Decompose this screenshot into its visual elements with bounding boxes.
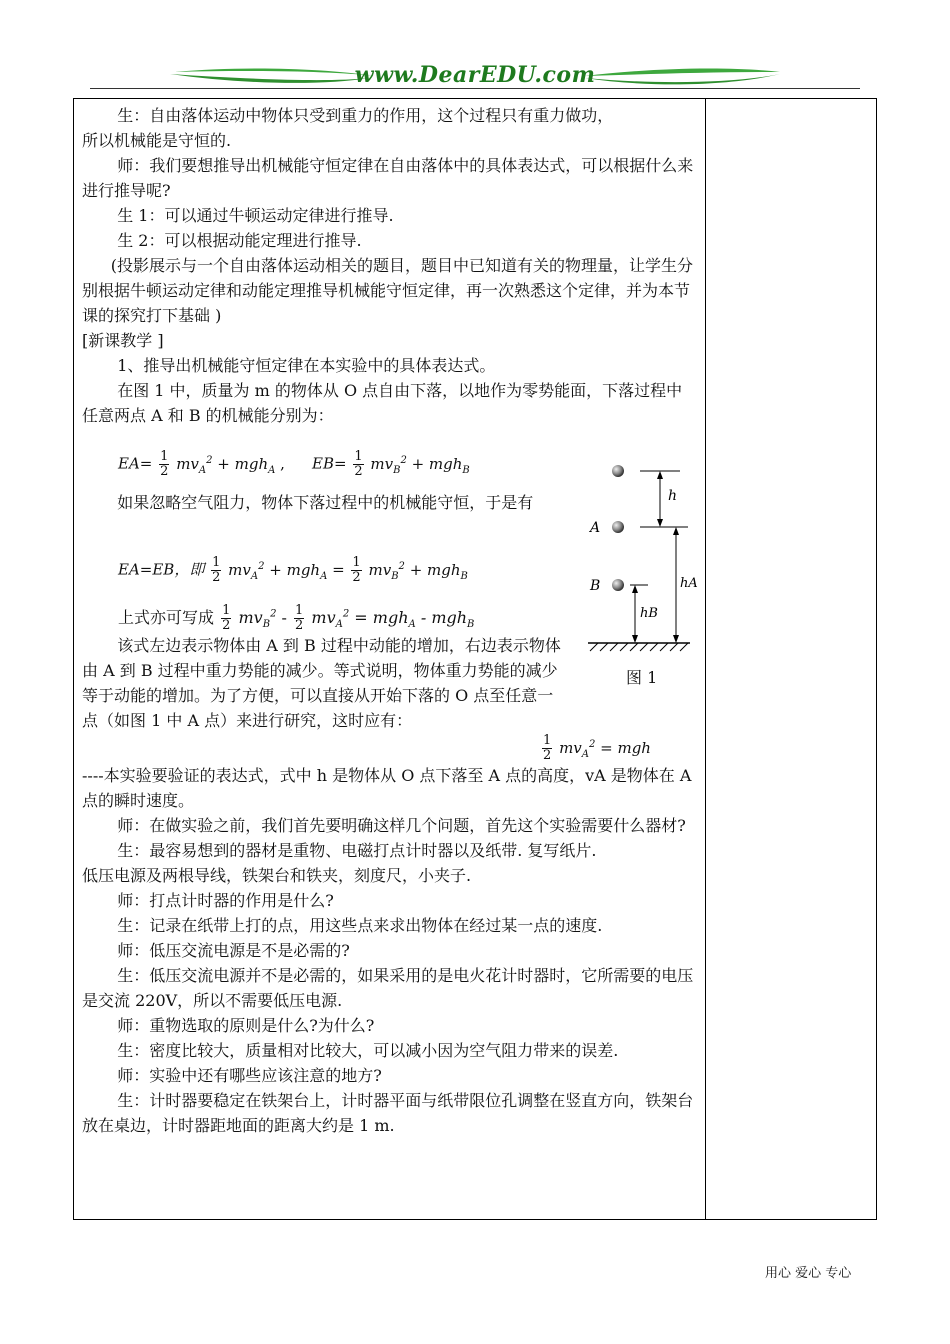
paragraph: 师：打点计时器的作用是什么? [117,891,334,910]
site-logo: www.DearEDU.com [354,62,596,88]
site-header [90,58,860,98]
paragraph: 师：实验中还有哪些应该注意的地方? [117,1066,382,1085]
paragraph: 生 1：可以通过牛顿运动定律进行推导. [117,206,394,225]
label-b: B [590,578,601,594]
formula-rewritten: 上式亦可写成 $\frac{1}{2}$ $mv_B^2$ - $\frac{1}{2}$ $mv_A^2 = mgh_A - mgh_B$ [118,603,475,633]
paragraph: 生：计时器要稳定在铁架台上，计时器平面与纸带限位孔调整在竖直方向，铁架台放在桌边，计时器距地面的距离大约是 1 m. [82,1091,694,1135]
formula-verification: $\frac{1}{2}$ $mv_A^2$ = mgh [543,733,651,763]
paragraph: ----本实验要验证的表达式，式中 h 是物体从 O 点下落至 A 点的高度，vA 是物体在 A 点的瞬时速度。 [82,766,692,810]
paragraph: 生：自由落体运动中物体只受到重力的作用，这个过程只有重力做功， [117,106,614,125]
paragraph: 生：记录在纸带上打的点，用这些点来求出物体在经过某一点的速度. [117,916,603,935]
ball-b [612,579,624,591]
label-h: h [668,488,678,504]
paragraph: 师：低压交流电源是不是必需的? [117,941,350,960]
paragraph: 低压电源及两根导线，铁架台和铁夹，刻度尺，小夹子. [82,866,472,885]
figure-1-diagram [580,455,710,695]
paragraph: 生：密度比较大，质量相对比较大，可以减小因为空气阻力带来的误差. [117,1041,619,1060]
paragraph: 1、推导出机械能守恒定律在本实验中的具体表达式。 [117,356,496,375]
paragraph: 如果忽略空气阻力，物体下落过程中的机械能守恒，于是有 [117,493,534,512]
page-footer: 用心 爱心 专心 [765,1266,852,1281]
paragraph: 师：我们要想推导出机械能守恒定律在自由落体中的具体表达式，可以根据什么来进行推导呢? [82,156,694,200]
paragraph: (投影展示与一个自由落体运动相关的题目，题目中已知道有关的物理量，让学生分别根据牛顿运动定律和动能定理推导机械能守恒定律，再一次熟悉这个定律，并为本节课的探究打下基础 ) [82,256,694,325]
paragraph: 所以机械能是守恒的. [82,131,232,150]
paragraph: 该式左边表示物体由 A 到 B 过程中动能的增加，右边表示物体由 A 到 B 过程中重力势能的减少。等式说明，物体重力势能的减少等于动能的增加。为了方便，可以直接从开始下落的 O 点至任意一点（如图 1 中 A 点）来进行研究，这时应有： [82,636,561,730]
label-a: A [590,520,601,536]
section-heading: [新课教学 ] [82,331,164,350]
ball-a [612,521,624,533]
paragraph: 在图 1 中，质量为 m 的物体从 O 点自由下落，以地作为零势能面，下落过程中任意两点 A 和 B 的机械能分别为： [82,381,683,425]
label-hb: hB [640,606,658,621]
header-rule [90,88,860,89]
paragraph: 师：在做实验之前，我们首先要明确这样几个问题，首先这个实验需要什么器材? [117,816,686,835]
paragraph: 生 2：可以根据动能定理进行推导. [117,231,362,250]
formula-conservation: EA=EB，即 $\frac{1}{2}$ $mv_A^2 + mgh_A$ = $\frac{1}{2}$ $mv_B^2 + mgh_B$ [118,555,468,585]
label-ha: hA [680,576,698,591]
lesson-content-lower [82,763,698,1138]
figure-caption: 图 1 [626,668,658,687]
formula-eb: EB= $\frac{1}{2}$ $mv_B^2 + mgh_B$ [312,449,470,479]
paragraph: 师：重物选取的原则是什么?为什么? [117,1016,375,1035]
paragraph: 生：低压交流电源并不是必需的，如果采用的是电火花计时器时，它所需要的电压是交流 220V，所以不需要低压电源. [82,966,694,1010]
paragraph: 生：最容易想到的器材是重物、电磁打点计时器以及纸带. 复写纸片. [117,841,597,860]
ball-o [612,465,624,477]
formula-ea: EA= $\frac{1}{2}$ $mv_A^2 + mgh_A$ , [118,449,285,479]
